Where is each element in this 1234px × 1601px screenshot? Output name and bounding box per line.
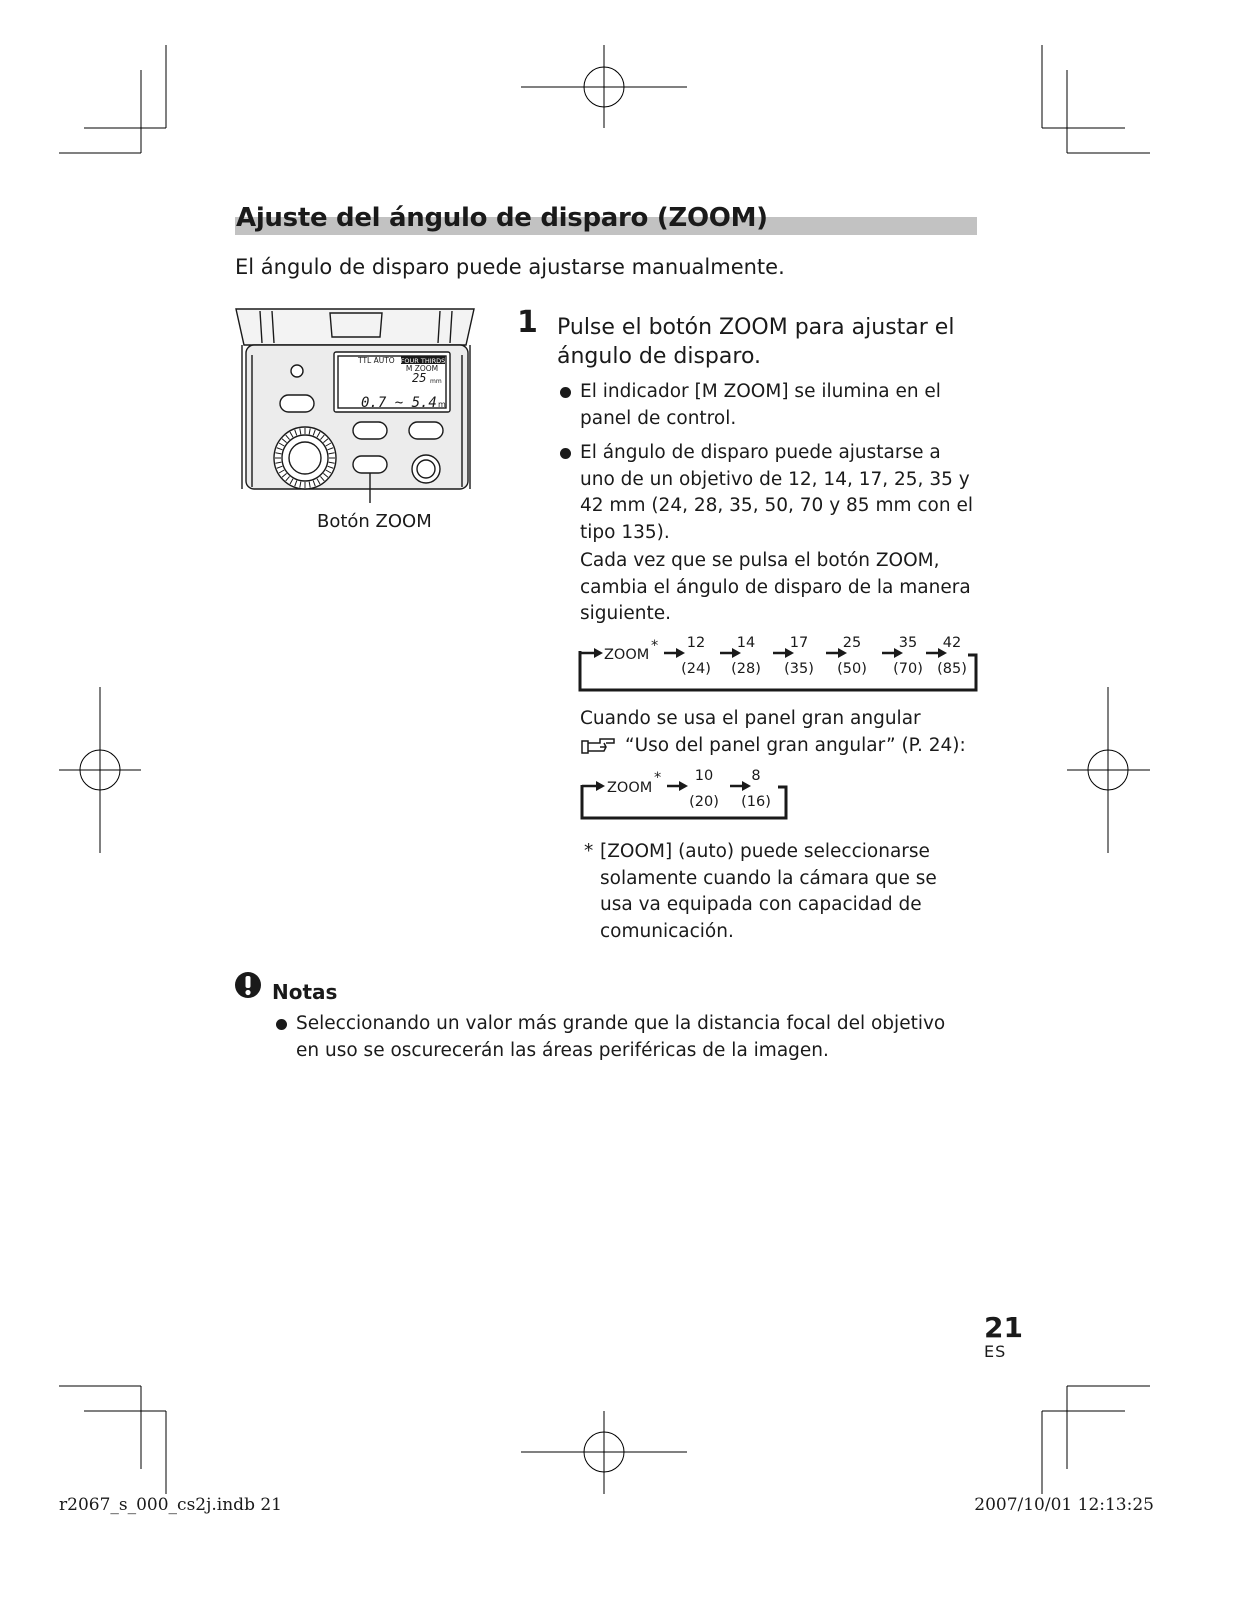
sequence-focal-length: 35	[898, 635, 918, 651]
step-instruction: Pulse el botón ZOOM para ajustar el ángulo de disparo.	[557, 315, 955, 369]
sequence-footnote-mark: *	[651, 638, 659, 654]
list-item	[296, 1011, 966, 1064]
page-number: 21	[984, 1311, 1023, 1344]
flash-control-panel-illustration	[230, 305, 480, 515]
bullet-icon	[276, 1019, 287, 1030]
sequence-start: ZOOM	[604, 647, 650, 663]
sequence-equivalent: (20)	[689, 794, 719, 810]
sequence-equivalent: (50)	[837, 661, 867, 677]
sequence-focal-length: 14	[736, 635, 756, 651]
step-number: 1	[517, 305, 538, 340]
notes-text: Seleccionando un valor más grande que la distancia focal del objetivo en uso se oscurecerán las áreas periféricas de la imagen.	[296, 1013, 946, 1061]
footer-date: 2007/10/01 12:13:25	[974, 1495, 1154, 1515]
sequence-focal-length: 42	[942, 635, 962, 651]
footnote-text: [ZOOM] (auto) puede seleccionarse solamente cuando la cámara que se usa va equipada con capacidad de comunicación.	[600, 841, 937, 942]
lcd-range-unit: m	[438, 400, 446, 409]
sequence-equivalent: (24)	[681, 661, 711, 677]
page-language: ES	[984, 1342, 1007, 1361]
lcd-zoom-value: 25	[412, 371, 427, 385]
wide-panel-sequence-diagram	[578, 762, 792, 824]
sequence-focal-length: 25	[842, 635, 862, 651]
bullet-text: El indicador [M ZOOM] se ilumina en el panel de control.	[580, 381, 941, 429]
lcd-ttl-auto: TTL AUTO	[358, 356, 395, 365]
sequence-equivalent: (70)	[893, 661, 923, 677]
sequence-focal-length: 10	[694, 768, 714, 784]
bullet-icon	[560, 448, 571, 459]
sequence-footnote-mark: *	[654, 770, 662, 786]
list-item	[580, 379, 970, 432]
list-item	[580, 440, 975, 546]
arrow-head-icon	[742, 781, 751, 791]
figure-caption: Botón ZOOM	[317, 511, 432, 532]
sequence-focal-length: 17	[789, 635, 809, 651]
sequence-focal-length: 8	[751, 768, 761, 784]
bullet-icon	[560, 387, 571, 398]
sequence-equivalent: (28)	[731, 661, 761, 677]
lcd-m-zoom: M ZOOM	[405, 364, 439, 373]
section-heading: Ajuste del ángulo de disparo (ZOOM)	[236, 203, 768, 233]
lcd-zoom-unit: mm	[430, 378, 442, 385]
lcd-four-thirds: FOUR THIRDS	[400, 357, 446, 365]
sequence-equivalent: (16)	[741, 794, 771, 810]
arrow-head-icon	[679, 781, 688, 791]
hand-pointer-icon	[580, 735, 618, 757]
bullet-text: El ángulo de disparo puede ajustarse a uno de un objetivo de 12, 14, 17, 25, 35 y 42 mm (24, 28, 35, 50, 70 y 85 mm con el tipo 135).	[580, 442, 973, 543]
intro-text: El ángulo de disparo puede ajustarse manualmente.	[235, 255, 785, 279]
wide-panel-text: Cuando se usa el panel gran angular	[580, 708, 921, 729]
arrow-icon	[594, 648, 603, 658]
bullet-continuation: Cada vez que se pulsa el botón ZOOM, cambia el ángulo de disparo de la manera siguiente.	[580, 550, 971, 624]
arrow-head-icon	[676, 648, 685, 658]
lcd-range: 0.7 ~ 5.4	[361, 395, 437, 411]
arrow-icon	[596, 781, 605, 791]
exclamation-circle-icon	[234, 971, 264, 1001]
sequence-focal-length: 12	[686, 635, 706, 651]
footnote-mark: *	[584, 841, 594, 862]
notes-title: Notas	[272, 980, 338, 1004]
sequence-equivalent: (85)	[937, 661, 967, 677]
sequence-equivalent: (35)	[784, 661, 814, 677]
zoom-sequence-diagram	[576, 630, 980, 694]
footer-file: r2067_s_000_cs2j.indb 21	[59, 1495, 282, 1515]
wide-panel-reference: “Uso del panel gran angular” (P. 24):	[625, 735, 966, 756]
sequence-start: ZOOM	[607, 780, 653, 796]
